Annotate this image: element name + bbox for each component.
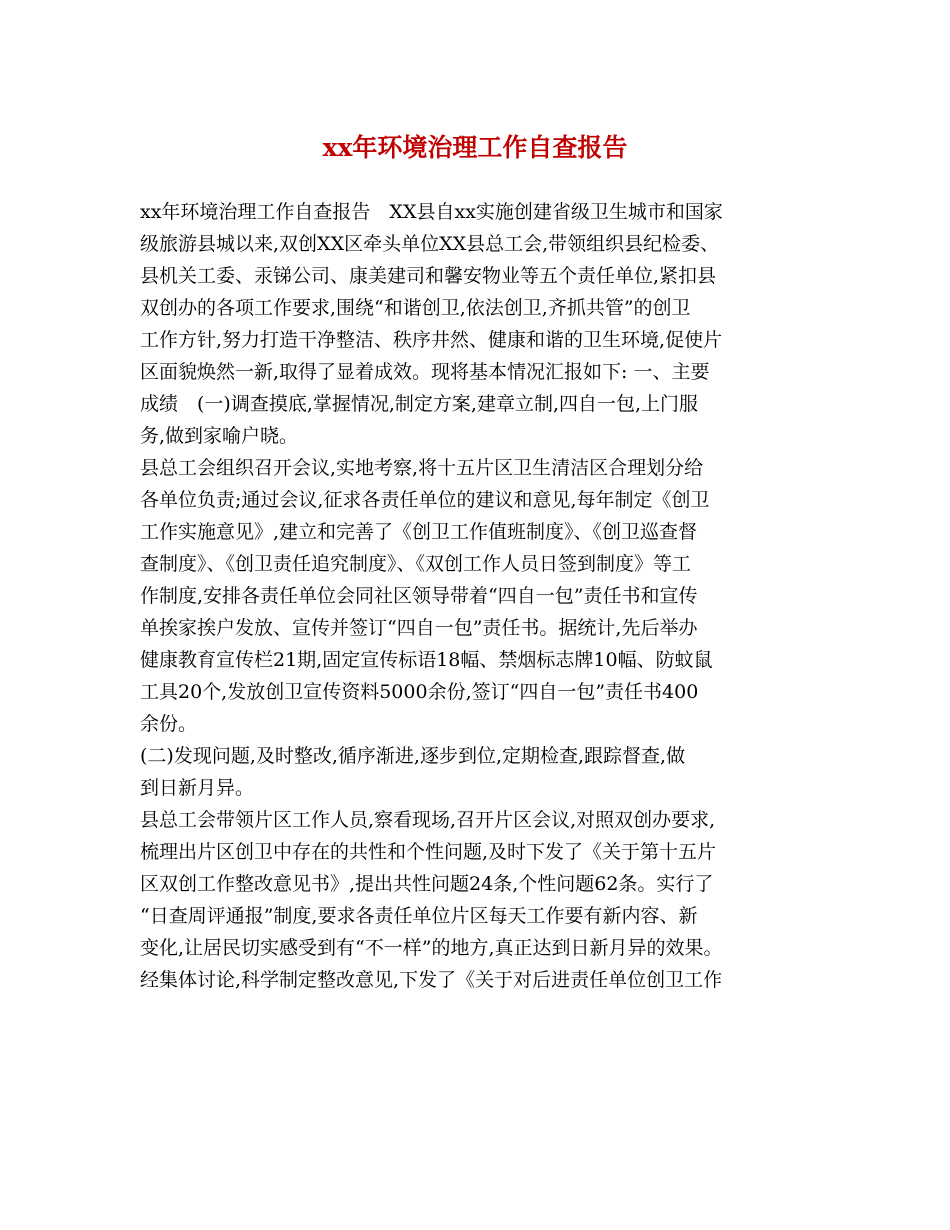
body-line: 成绩 (一)调查摸底,掌握情况,制定方案,建章立制,四自一包,上门服 (140, 393, 699, 415)
body-line: xx年环境治理工作自查报告 XX县自xx实施创建省级卫生城市和国家 (140, 201, 723, 223)
body-line: 级旅游县城以来,双创XX区牵头单位XX县总工会,带领组织县纪检委、 (140, 233, 720, 255)
body-line: “日查周评通报”制度,要求各责任单位片区每天工作要有新内容、新 (140, 905, 698, 927)
body-line: 双创办的各项工作要求,围绕“和谐创卫,依法创卫,齐抓共管”的创卫 (140, 297, 691, 319)
body-line: 区双创工作整改意见书》,提出共性问题24条,个性问题62条。实行了 (140, 873, 714, 895)
body-line: 县总工会组织召开会议,实地考察,将十五片区卫生清洁区合理划分给 (140, 457, 704, 479)
body-line: 单挨家挨户发放、宣传并签订“四自一包”责任书。据统计,先后举办 (140, 617, 698, 639)
body-line: 健康教育宣传栏21期,固定宣传标语18幅、禁烟标志牌10幅、防蚊鼠 (140, 649, 713, 671)
body-line: 工作实施意见》,建立和完善了《创卫工作值班制度》、《创卫巡查督 (140, 521, 698, 543)
document-body (140, 196, 820, 996)
body-line: 经集体讨论,科学制定整改意见,下发了《关于对后进责任单位创卫工作 (140, 969, 723, 991)
body-line: 工作方针,努力打造干净整洁、秩序井然、健康和谐的卫生环境,促使片 (140, 329, 723, 351)
body-line: 区面貌焕然一新,取得了显着成效。现将基本情况汇报如下: 一、主要 (140, 361, 710, 383)
body-line: (二)发现问题,及时整改,循序渐进,逐步到位,定期检查,跟踪督查,做 (140, 745, 686, 767)
body-line: 县总工会带领片区工作人员,察看现场,召开片区会议,对照双创办要求, (140, 809, 716, 831)
body-line: 务,做到家喻户晓。 (140, 425, 299, 447)
body-line: 变化,让居民切实感受到有“不一样”的地方,真正达到日新月异的效果。 (140, 937, 723, 959)
body-line: 各单位负责;通过会议,征求各责任单位的建议和意见,每年制定《创卫 (140, 489, 710, 511)
body-line: 梳理出片区创卫中存在的共性和个性问题,及时下发了《关于第十五片 (140, 841, 717, 863)
document-title: xx年环境治理工作自查报告 (322, 133, 628, 162)
body-line: 工具20个,发放创卫宣传资料5000余份,签订“四自一包”责任书400 (140, 681, 699, 703)
body-line: 县机关工委、汞锑公司、康美建司和馨安物业等五个责任单位,紧扣县 (140, 265, 717, 287)
body-line: 作制度,安排各责任单位会同社区领导带着“四自一包”责任书和宣传 (140, 585, 698, 607)
body-line: 到日新月异。 (140, 777, 255, 799)
body-line: 余份。 (140, 713, 198, 735)
body-line: 查制度》、《创卫责任追究制度》、《双创工作人员日签到制度》等工 (140, 553, 692, 575)
